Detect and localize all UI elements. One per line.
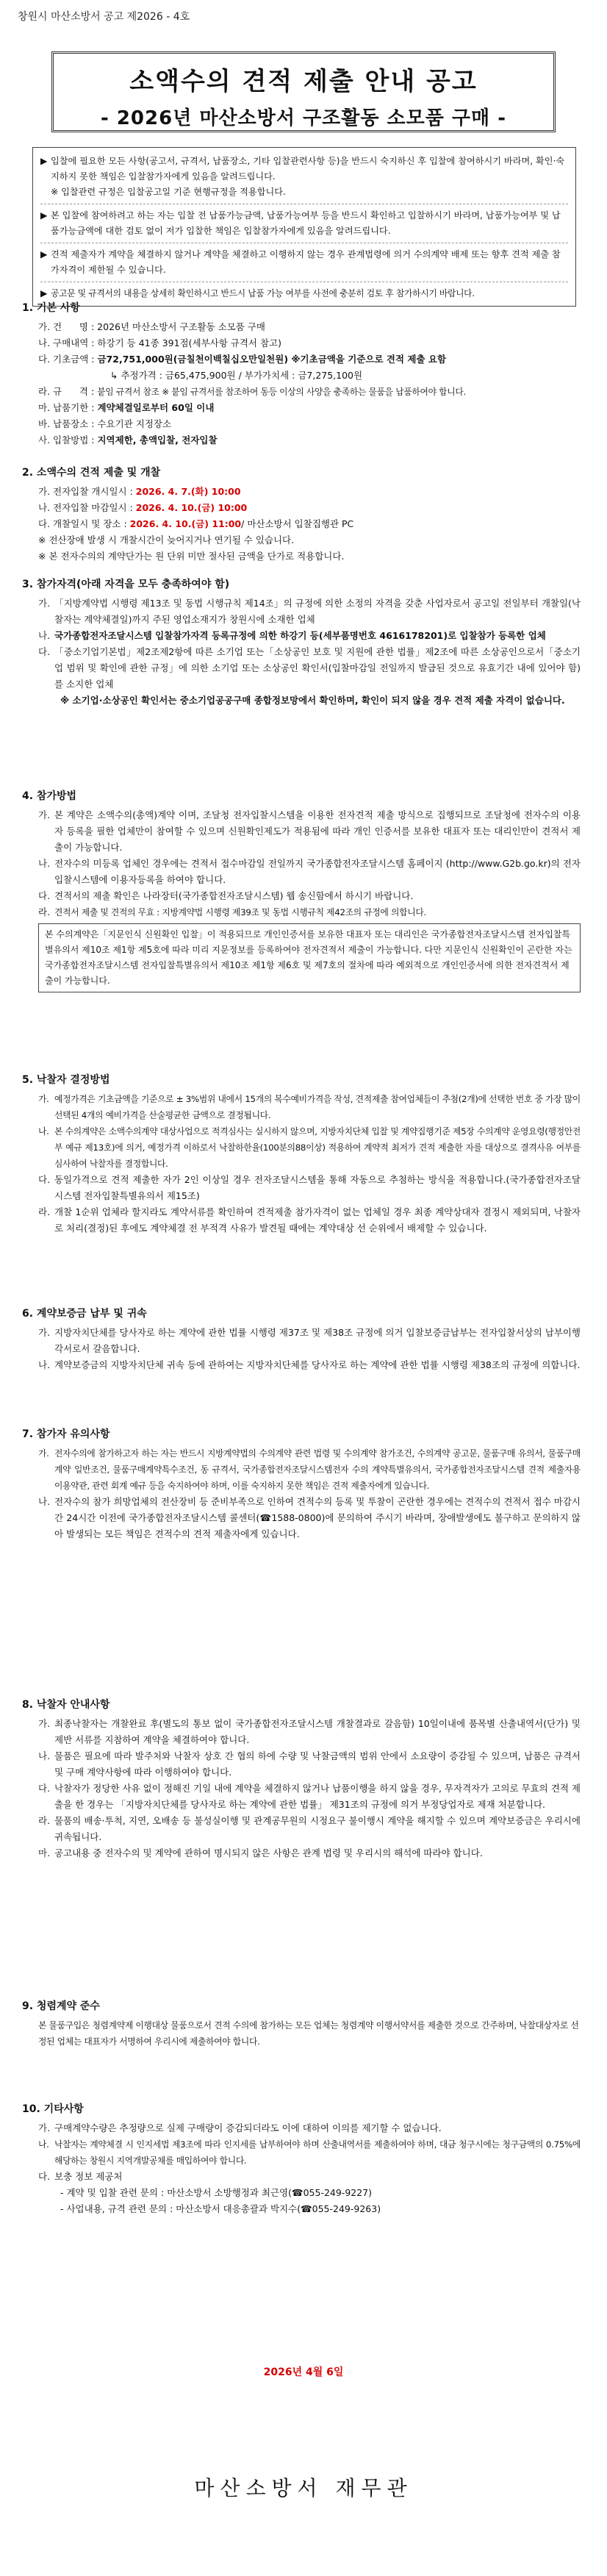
section-heading: 9. 청렴계약 준수 [22, 2000, 100, 2012]
title-box [51, 51, 556, 132]
section-heading: 1. 기본 사항 [22, 302, 80, 314]
section-heading: 10. 기타사항 [22, 2103, 84, 2115]
announcement-date: 2026년 4월 6일 [263, 2366, 344, 2378]
section-winner: 5. 낙찰자 결정방법 가. 예정가격은 기초금액을 기준으로 ± 3%범위 내에서 15개의 복수예비가격을 작성, 견적제출 참여업체들이 추첨(2개)에 선택한 번호 중 가장 많이 선택된 4개의 예비가격을 산술평균한 금액으로 결정됩니다. 나. 본 수의계약은 소액수의계약 대상사업으로 적격심사는 실시하지 않으며, 지방자치단체 입찰 및 계약집행기준 제5장 수의계약 운영요령(행정안전부 예규 제13호)에 의거, 예정가격 이하로서 낙찰하한율(100분의88이상) 적용하여 계약적 최저가 견적 제출한 자를 대상으로 결격사유 여부를 심사하여 낙찰자를 결정합니다. 다. 동일가격으로 견적 제출한 자가 2인 이상일 경우 전자조달시스템을 통해 자동으로 추첨하는 방식을 적용합니다.(국가종합전자조달시스템 전자입찰특별유의서 제15조) 라. 개찰 1순위 업체라 할지라도 계약서류를 확인하여 견적제출 참가자격이 없는 업체일 경우 최종 계약상대자 결정시 제외되며, 낙찰자로 처리(결정)된 후에도 계약체결 전 부적격 사유가 발견될 때에는 계약대상 선 순위에서 배제할 수 있습니다. [22, 1072, 581, 1237]
contact-line: - 사업내용, 규격 관련 문의 : 마산소방서 대응총괄과 박지수(☎055-249-9263) [60, 2203, 381, 2214]
section-heading: 6. 계약보증금 납부 및 귀속 [22, 1308, 147, 1320]
section-integrity: 9. 청렴계약 준수 본 물품구입은 청렴계약제 이행대상 물품으로서 견적 수의에 참가하는 모든 업체는 청렴계약 이행서약서를 제출한 것으로 간주하며, 낙찰대상자로 선정된 업체는 대표자가 서명하여 우리시에 제출하여야 합니다. [22, 1998, 581, 2050]
contact-line: - 계약 및 입찰 관련 문의 : 마산소방서 소방행정과 최근영(☎055-249-9227) [60, 2187, 373, 2198]
fingerprint-notice-box: 본 수의계약은「지문인식 신원확인 입찰」이 적용되므로 개인인증서를 보유한 대표자 또는 대리인은 국가종합전자조달시스템 전자입찰특별유의서 제10조 제1항 제5호에 따라 미리 지문정보를 등록하여야 전자견적서 제출이 가능합니다. 다만 지문인식 신원확인이 곤란한 자는 국가종합전자조달시스템 전자입찰특별유의서 제10조 제1항 제6호 및 제7호의 절차에 따라 예외적으로 개인인증서에 의한 전자견적서 제출이 가능합니다. [38, 923, 581, 992]
notice-box [32, 147, 576, 307]
section-heading: 8. 낙찰자 안내사항 [22, 1699, 110, 1711]
section-deposit: 6. 계약보증금 납부 및 귀속 가. 지방자치단체를 당사자로 하는 계약에 관한 법률 시행령 제37조 및 제38조 규정에 의거 입찰보증금납부는 전자입찰서상의 납부이행각서로서 갈음합니다. 나. 계약보증금의 지방자치단체 귀속 등에 관하여는 지방자치단체를 당사자로 하는 계약에 관한 법률 시행령 제38조의 규정에 의합니다. [22, 1306, 581, 1373]
section-eligibility: 3. 참가자격(아래 자격을 모두 충족하여야 함) 가. 「지방계약법 시행령 제13조 및 동법 시행규칙 제14조」의 규정에 의한 소정의 자격을 갖춘 사업자로서 공고일 전일부터 개찰일(낙찰자는 계약체결일)까지 주된 영업소재지가 창원시에 소재한 업체 나. 국가종합전자조달시스템 입찰참가자격 등록규정에 의한 하강기 등(세부품명번호 4616178201)로 입찰참가 등록한 업체 다. 「중소기업기본법」제2조제2항에 따른 소기업 또는「소상공인 보호 및 지원에 관한 법률」제2조에 따른 소상공인으로서「중소기업 범위 및 확인에 관한 규정」에 의한 소기업 또는 소상공인 확인서(입찰마감일 전일까지 발급된 것으로 유효기간 내에 있어야 함)를 소지한 업체 ※ 소기업·소상공인 확인서는 중소기업공공구매 종합정보망에서 확인하며, 확인이 되지 않을 경우 견적 제출 자격이 없습니다. [22, 576, 581, 709]
section-heading: 7. 참가자 유의사항 [22, 1428, 110, 1440]
section-heading: 3. 참가자격(아래 자격을 모두 충족하여야 함) [22, 579, 230, 590]
section-heading: 4. 참가방법 [22, 790, 77, 802]
section-heading: 5. 낙찰자 결정방법 [22, 1074, 110, 1086]
section-winner-guide: 8. 낙찰자 안내사항 가. 최종낙찰자는 개찰완료 후(별도의 통보 없이 국가종합전자조달시스템 개찰결과로 갈음함) 10일이내에 품목별 산출내역서(단가) 및 제반 서류를 지참하여 계약을 체결하여야 합니다. 나. 물품은 필요에 따라 발주처와 낙찰자 상호 간 협의 하에 수량 및 낙찰금액의 범위 안에서 소요량이 증감될 수 있으며, 납품은 규격서 및 구매 계약사항에 따라 이행하여야 합니다. 다. 낙찰자가 정당한 사유 없이 정해진 기일 내에 계약을 체결하지 않거나 납품이행을 하지 않을 경우, 무자격자가 고의로 무효의 견적 제출을 한 경우는 「지방자치단체를 당사자로 하는 계약에 관한 법률」 제31조의 규정에 의거 부정당업자로 제재 처분합니다. 라. 물품의 배송·투척, 지연, 오배송 등 불성실이행 및 관계공무원의 시정요구 불이행시 계약을 해지할 수 있으며 계약보증금은 우리시에 귀속됩니다. 마. 공고내용 중 전자수의 및 계약에 관하여 명시되지 않은 사항은 관계 법령 및 우리시의 해석에 따라야 합니다. [22, 1697, 581, 1861]
notice-item: ▶ 견적 제출자가 계약을 체결하지 않거나 계약을 체결하고 이행하지 않는 경우 관계법령에 의거 수의계약 배제 또는 향후 견적 제출 참가자격이 제한될 수 있습니다. [40, 249, 561, 275]
section-submission: 2. 소액수의 견적 제출 및 개찰 가. 전자입찰 개시일시 : 2026. 4. 7.(화) 10:00 나. 전자입찰 마감일시 : 2026. 4. 10.(금) 10:00 다. 개찰일시 및 장소 : 2026. 4. 10.(금) 11:00 / 마산소방서 입찰집행관 PC ※ 전산장애 발생 시 개찰시간이 늦어지거나 연기될 수 있습니다. ※ 본 전자수의의 계약단가는 원 단위 미만 절사된 금액을 단가로 적용합니다. [22, 465, 581, 565]
notice-item: ▶ 본 입찰에 참여하려고 하는 자는 입찰 전 납품가능금액, 납품가능여부 등을 반드시 확인하고 입찰하시기 바라며, 납품가능여부 및 납품가능금액에 대한 검토 없이 저가 입찰한 책임은 입찰참가자에게 있음을 알려드립니다. [40, 210, 561, 236]
section-heading: 2. 소액수의 견적 제출 및 개찰 [22, 467, 161, 479]
notice-item: ▶ 입찰에 필요한 모든 사항(공고서, 규격서, 납품장소, 기타 입찰관련사항 등)을 반드시 숙지하신 후 입찰에 참여하시기 바라며, 확인·숙지하지 못한 책임은 입찰참가자에게 있음을 알려드립니다. [40, 156, 565, 182]
section-method: 4. 참가방법 가. 본 계약은 소액수의(총액)계약 이며, 조달청 전자입찰시스템을 이용한 전자견적 제출 방식으로 집행되므로 조달청에 전자수의 이용자 등록을 필한 업체만이 참여할 수 있으며 신원확인제도가 적용됨에 따라 개인 인증서를 보유한 대표자 또는 대리인만이 견적서 제출이 가능합니다. 나. 전자수의 미등록 업체인 경우에는 견적서 접수마감일 전일까지 국가종합전자조달시스템 홈페이지 (http://www.G2b.go.kr)의 전자입찰시스템에 이용자등록을 하여야 합니다. 다. 견적서의 제출 확인은 나라장터(국가종합전자조달시스템) 웹 송신함에서 하시기 바랍니다. 라. 견적서 제출 및 견적의 무효 : 지방계약법 시행령 제39조 및 동법 시행규칙 제42조의 규정에 의합니다. 본 수의계약은「지문인식 신원확인 입찰」이 적용되므로 개인인증서를 보유한 대표자 또는 대리인은 국가종합전자조달시스템 전자입찰특별유의서 제10조 제1항 제5호에 따라 미리 지문정보를 등록하여야 전자견적서 제출이 가능합니다. 다만 지문인식 신원확인이 곤란한 자는 국가종합전자조달시스템 전자입찰특별유의서 제10조 제1항 제6호 및 제7호의 절차에 따라 예외적으로 개인인증서에 의한 전자견적서 제출이 가능합니다. [22, 788, 581, 992]
section-caution: 7. 참가자 유의사항 가. 전자수의에 참가하고자 하는 자는 반드시 지방계약법의 수의계약 관련 법령 및 수의계약 참가조건, 수의계약 공고문, 물품구매 유의서, 물품구매계약 일반조건, 물품구매계약특수조건, 동 규격서, 국가종합전자조달시스템전자 수의 계약특별유의서, 국가종합전자조달시스템 견적 제출자용 이용약관, 관련 회계 예규 등을 숙지하여야 하며, 이를 숙지하지 못한 책임은 견적 제출자에게 있습니다. 나. 전자수의 참가 희망업체의 전산장비 등 준비부족으로 인하여 견적수의 등록 및 투찰이 곤란한 경우에는 견적수의 견적서 접수 마감시간 24시간 이전에 국가종합전자조달시스템 콜센터(☎1588-0800)에 문의하여 주시기 바라며, 장애발생에도 불구하고 문의하지 않아 발생되는 모든 책임은 견적수의 견적 제출자에게 있습니다. [22, 1426, 581, 1542]
page-title: 소액수의 견적 제출 안내 공고 [129, 67, 478, 96]
notice-item: ※ 입찰관련 규정은 입찰공고일 기준 현행규정을 적용합니다. [51, 187, 286, 197]
notice-item: ▶ 공고문 및 규격서의 내용을 상세히 확인하시고 반드시 납품 가능 여부를 사전에 충분히 검토 후 참가하시기 바랍니다. [40, 288, 475, 298]
page-subtitle: - 2026년 마산소방서 구조활동 소모품 구매 - [101, 107, 506, 129]
announcement-number: 창원시 마산소방서 공고 제2026 - 4호 [18, 11, 190, 23]
signature: 마산소방서 재무관 [194, 2476, 413, 2500]
section-basic: 1. 기본 사항 가. 건 명 : 2026년 마산소방서 구조활동 소모품 구매 나. 구매내역 : 하강기 등 41종 391점(세부사항 규격서 참고) 다. 기초금액 : 금72,751,000원(금칠천이백칠십오만일천원) ※기초금액을 기준으로 견적 제출 요함 ↳ 추정가격 : 금65,475,900원 / 부가가치세 : 금7,275,100원 라. 규 격 : 붙임 규격서 참조 ※ 붙임 규격서를 참조하여 동등 이상의 사양을 충족하는 물품을 납품하여야 합니다. 마. 납품기한 : 계약체결일로부터 60일 이내 바. 납품장소 : 수요기관 지정장소 사. 입찰방법 : 지역제한, 총액입찰, 전자입찰 [22, 300, 581, 448]
section-other: 10. 기타사항 가. 구매계약수량은 추정량으로 실제 구매량이 증감되더라도 이에 대하여 이의를 제기할 수 없습니다. 나. 낙찰자는 계약체결 시 인지세법 제3조에 따라 인지세를 납부하여야 하며 산출내역서를 제출하여야 하며, 대금 청구시에는 청구금액의 0.75%에 해당하는 창원시 지역개발공채를 매입하여야 합니다. 다. 보충 정보 제공처 - 계약 및 입찰 관련 문의 : 마산소방서 소방행정과 최근영(☎055-249-9227) - 사업내용, 규격 관련 문의 : 마산소방서 대응총괄과 박지수(☎055-249-9263) [22, 2101, 581, 2217]
